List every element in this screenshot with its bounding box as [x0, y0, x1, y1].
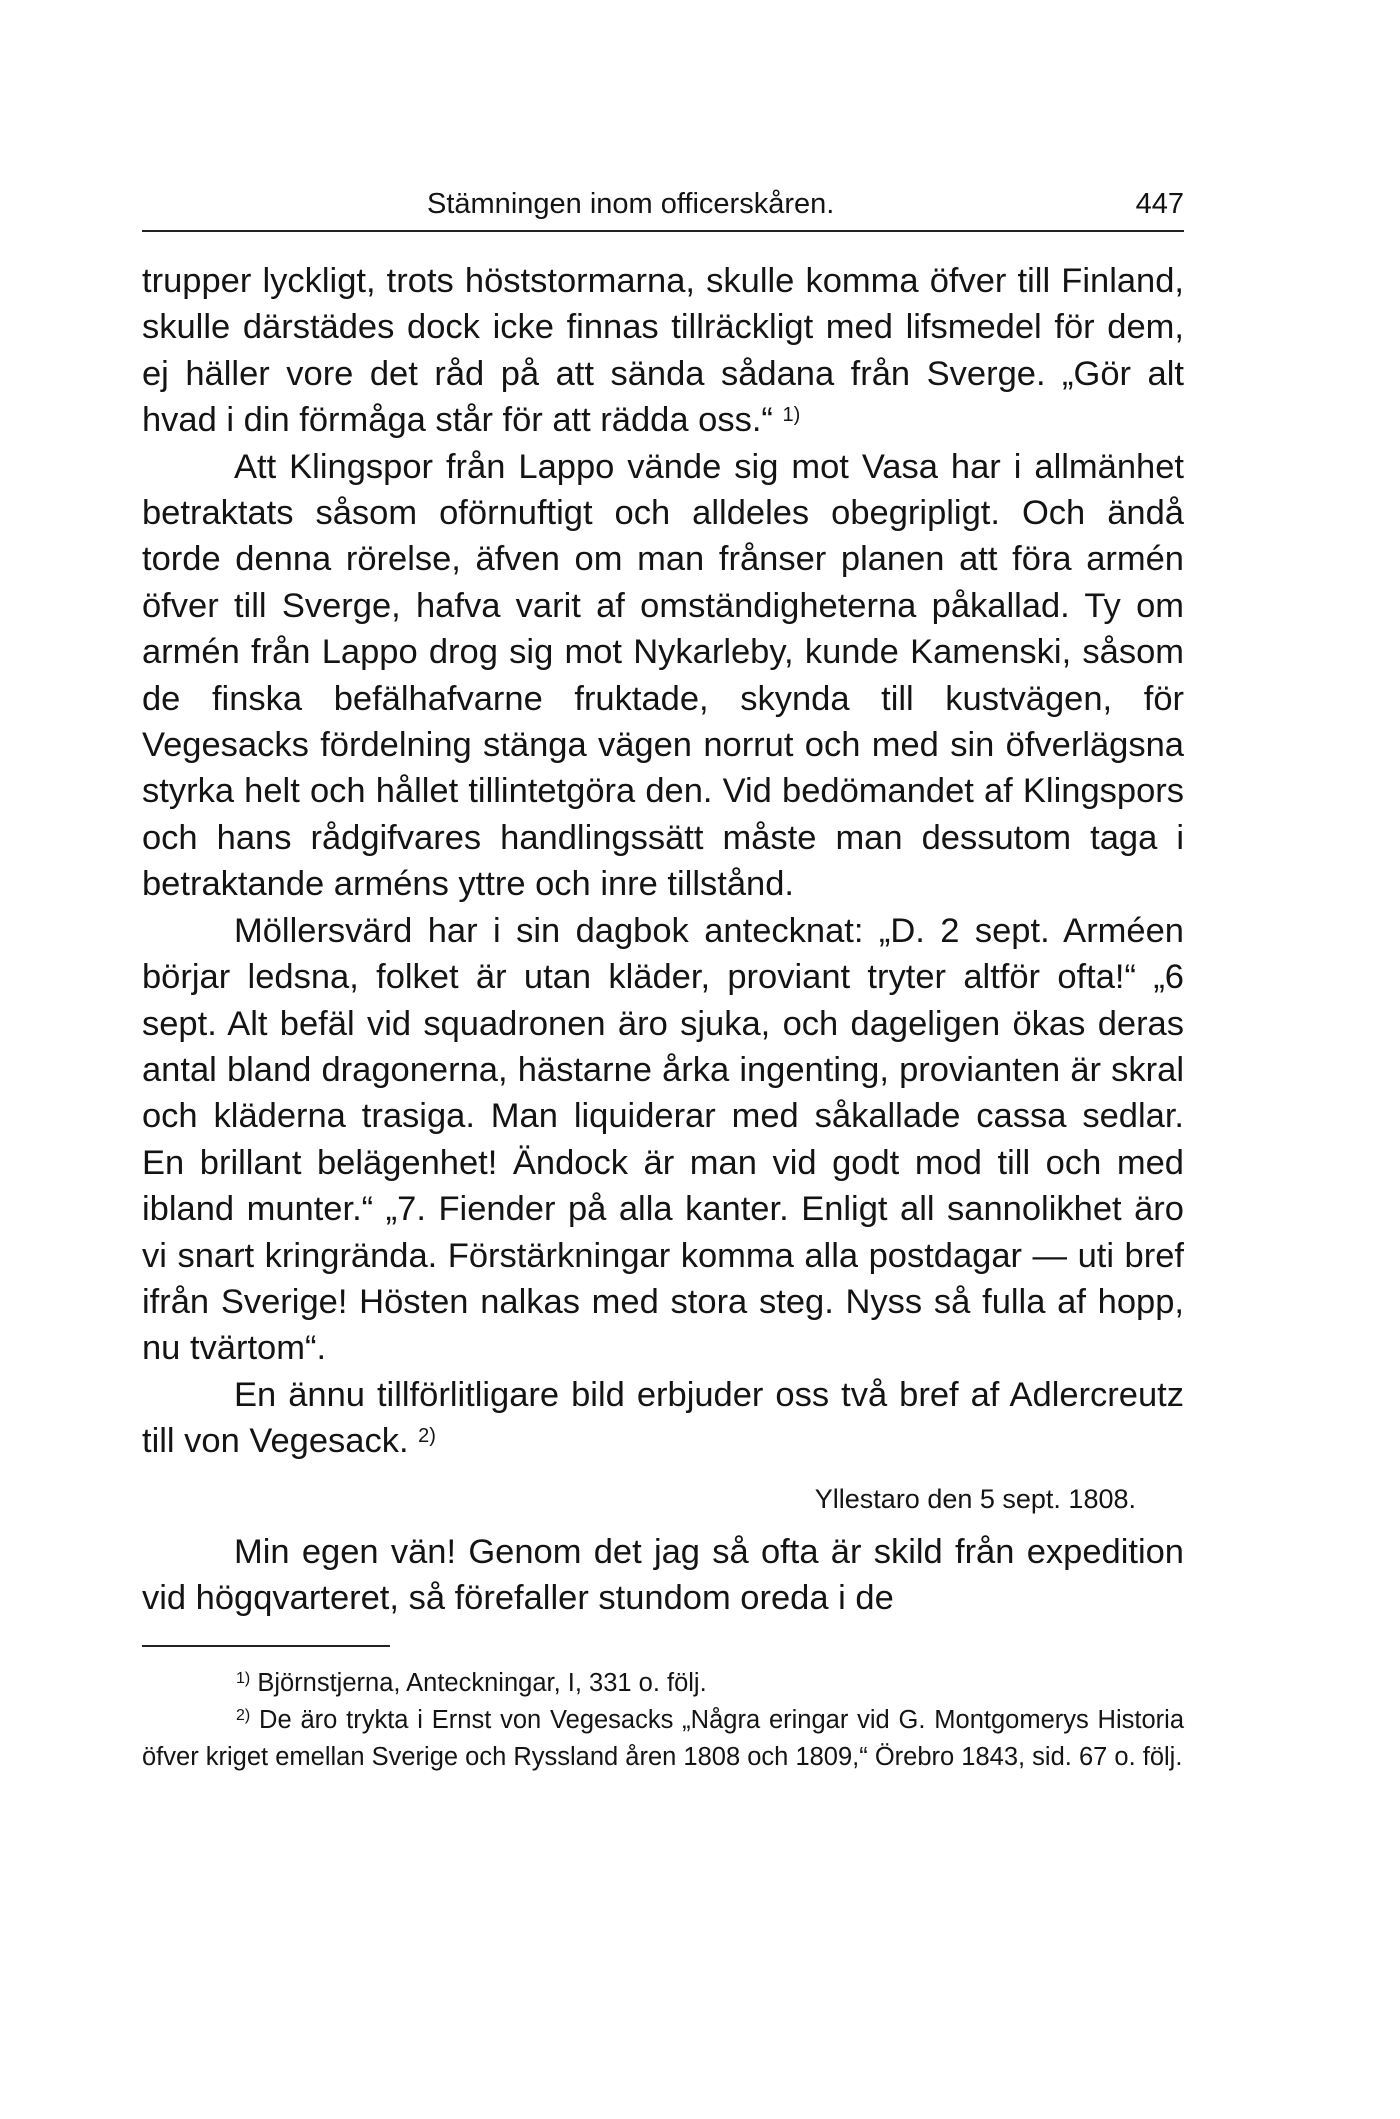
- book-page: [142, 180, 1184, 1776]
- footnotes: [142, 1665, 1184, 1776]
- paragraph-3: Möllersvärd har i sin dagbok antecknat: „D. 2 sept. Arméen börjar ledsna, folket är utan kläder, proviant tryter altför ofta!“ „6 sept. Alt befäl vid squadronen äro sjuka, och dageligen ökas deras antal bland dragonerna, hästarne årka ingenting, provianten är skral och kläderna trasiga. Man liquiderar med såkallade cassa sedlar. En brillant belägenhet! Ändock är man vid godt mod till och med ibland munter.“ „7. Fiender på alla kanter. Enligt all sannolikhet äro vi snart kringrända. Förstärkningar komma alla postdagar — uti bref ifrån Sverige! Hösten nalkas med stora steg. Nyss så fulla af hopp, nu tvärtom“.: [142, 911, 1184, 1368]
- header-rule: [142, 230, 1184, 232]
- footnote-2-text: De äro trykta i Ernst von Vegesacks „Några eringar vid G. Montgomerys Historia öfver kriget emellan Sverige och Ryssland åren 1808 och 1809,“ Örebro 1843, sid. 67 o. följ.: [142, 1706, 1184, 1772]
- running-header: [142, 180, 1184, 232]
- running-title: Stämningen inom officerskåren.: [427, 188, 835, 220]
- letter-dateline: Yllestaro den 5 sept. 1808.: [814, 1483, 1136, 1514]
- paragraph-1-text: trupper lyckligt, trots höststormarna, skulle komma öfver till Finland, skulle därstädes dock icke finnas tillräckligt med lifsmedel för dem, ej häller vore det råd på att sända sådana från Sverge. „Gör alt hvad i din förmåga står för att rädda oss.“: [142, 262, 1184, 440]
- footnote-2-marker: 2): [236, 1707, 251, 1725]
- paragraph-2: Att Klingspor från Lappo vände sig mot Vasa har i allmänhet betraktats såsom oförnuftigt och alldeles obegripligt. Och ändå torde denna rörelse, äfven om man frånser planen att föra armén öfver till Sverge, hafva varit af omständigheterna påkallad. Ty om armén från Lappo drog sig mot Nykarleby, kunde Kamenski, såsom de finska befälhafvarne fruktade, skynda till kustvägen, för Vegesacks fördelning stänga vägen norrut och med sin öfverlägsna styrka helt och hållet tillintetgöra den. Vid bedömandet af Klingspors och hans rådgifvares handlingssätt måste man dessutom taga i betraktande arméns yttre och inre tillstånd.: [142, 447, 1184, 904]
- footnote-2: [142, 1702, 1184, 1776]
- footnote-marker-2: 2): [418, 1425, 436, 1448]
- footnote-marker-1: 1): [782, 404, 801, 427]
- paragraph-4-text: En ännu tillförlitligare bild erbjuder oss två bref af Adlercreutz till von Vegesack.: [142, 1375, 1184, 1461]
- page-number: 447: [1135, 188, 1184, 220]
- footnote-1: [142, 1665, 1184, 1702]
- footnote-1-text: Björnstjerna, Anteckningar, I, 331 o. följ.: [250, 1669, 707, 1698]
- paragraph-1: [142, 258, 1184, 444]
- footnote-1-marker: 1): [236, 1670, 251, 1688]
- paragraph-4: [142, 1372, 1184, 1465]
- body-text: [142, 258, 1184, 1621]
- paragraph-5: Min egen vän! Genom det jag så ofta är skild från expedition vid högqvarteret, så förefaller stundom oreda i de: [142, 1532, 1184, 1617]
- footnote-rule: [142, 1645, 390, 1647]
